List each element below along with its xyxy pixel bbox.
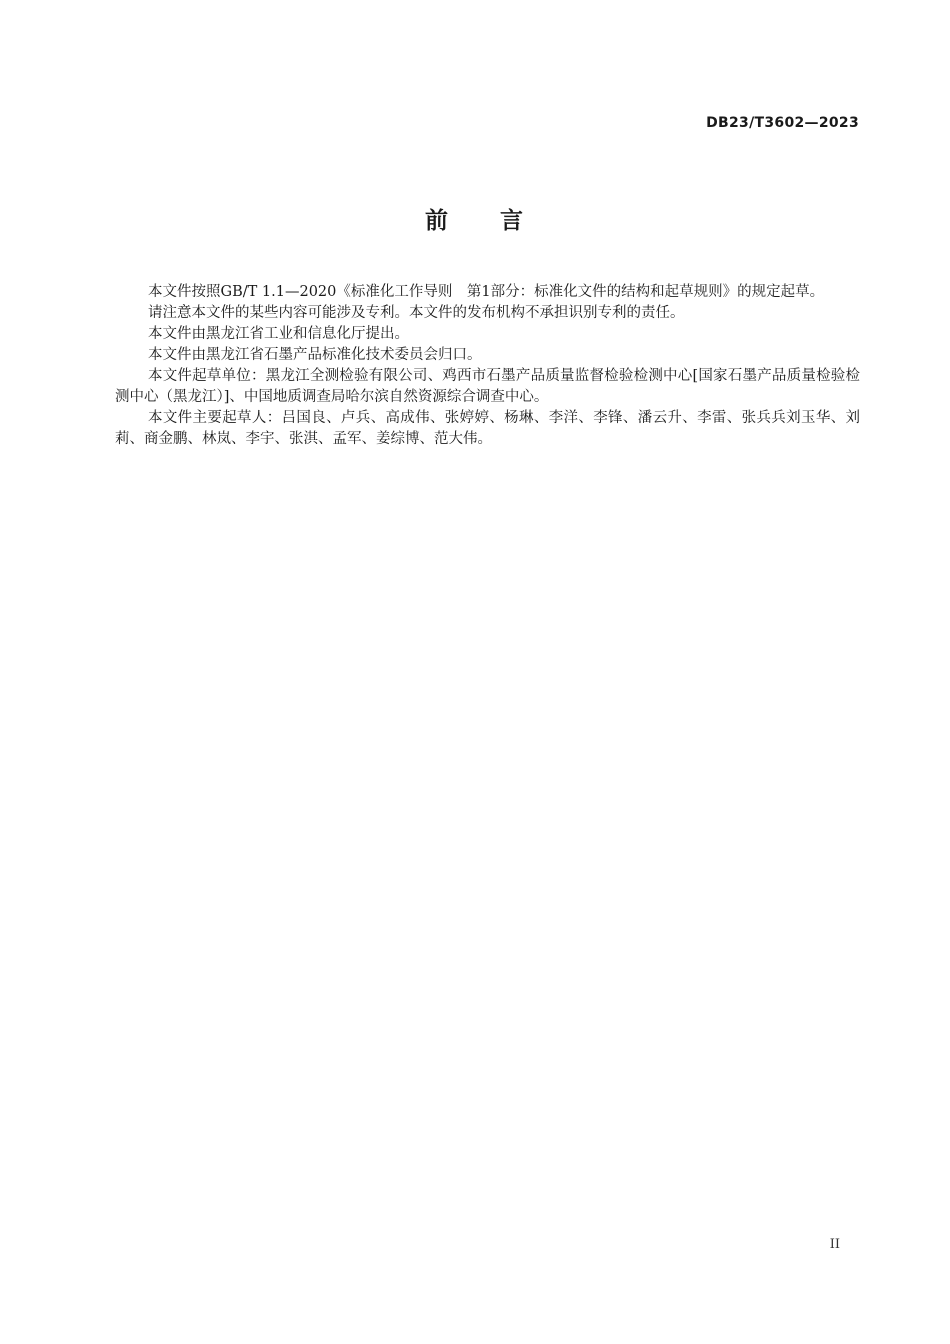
paragraph-drafting-units: 本文件起草单位：黑龙江全测检验有限公司、鸡西市石墨产品质量监督检验检测中心[国家石墨产品质量检验检测中心（黑龙江）]、中国地质调查局哈尔滨自然资源综合调查中心。 bbox=[115, 368, 860, 405]
preface-title-part2: 言 bbox=[500, 208, 525, 234]
paragraph-committee: 本文件由黑龙江省石墨产品标准化技术委员会归口。 bbox=[148, 347, 482, 363]
paragraph-proposer: 本文件由黑龙江省工业和信息化厅提出。 bbox=[148, 326, 409, 342]
preface-title-part1: 前 bbox=[425, 208, 450, 234]
preface-body bbox=[115, 282, 860, 450]
preface-title bbox=[0, 202, 950, 235]
page-number: II bbox=[829, 1237, 840, 1252]
paragraph-drafting-rules: 本文件按照GB/T 1.1—2020《标准化工作导则 第1部分：标准化文件的结构和起草规则》的规定起草。 bbox=[148, 284, 825, 300]
paragraph-patent-notice: 请注意本文件的某些内容可能涉及专利。本文件的发布机构不承担识别专利的责任。 bbox=[148, 305, 685, 321]
document-code: DB23/T3602—2023 bbox=[706, 115, 859, 131]
paragraph-drafters: 本文件主要起草人：吕国良、卢兵、高成伟、张婷婷、杨琳、李洋、李锋、潘云升、李雷、张兵兵刘玉华、刘莉、商金鹏、林岚、李宇、张淇、孟军、姜综博、范大伟。 bbox=[115, 410, 860, 447]
